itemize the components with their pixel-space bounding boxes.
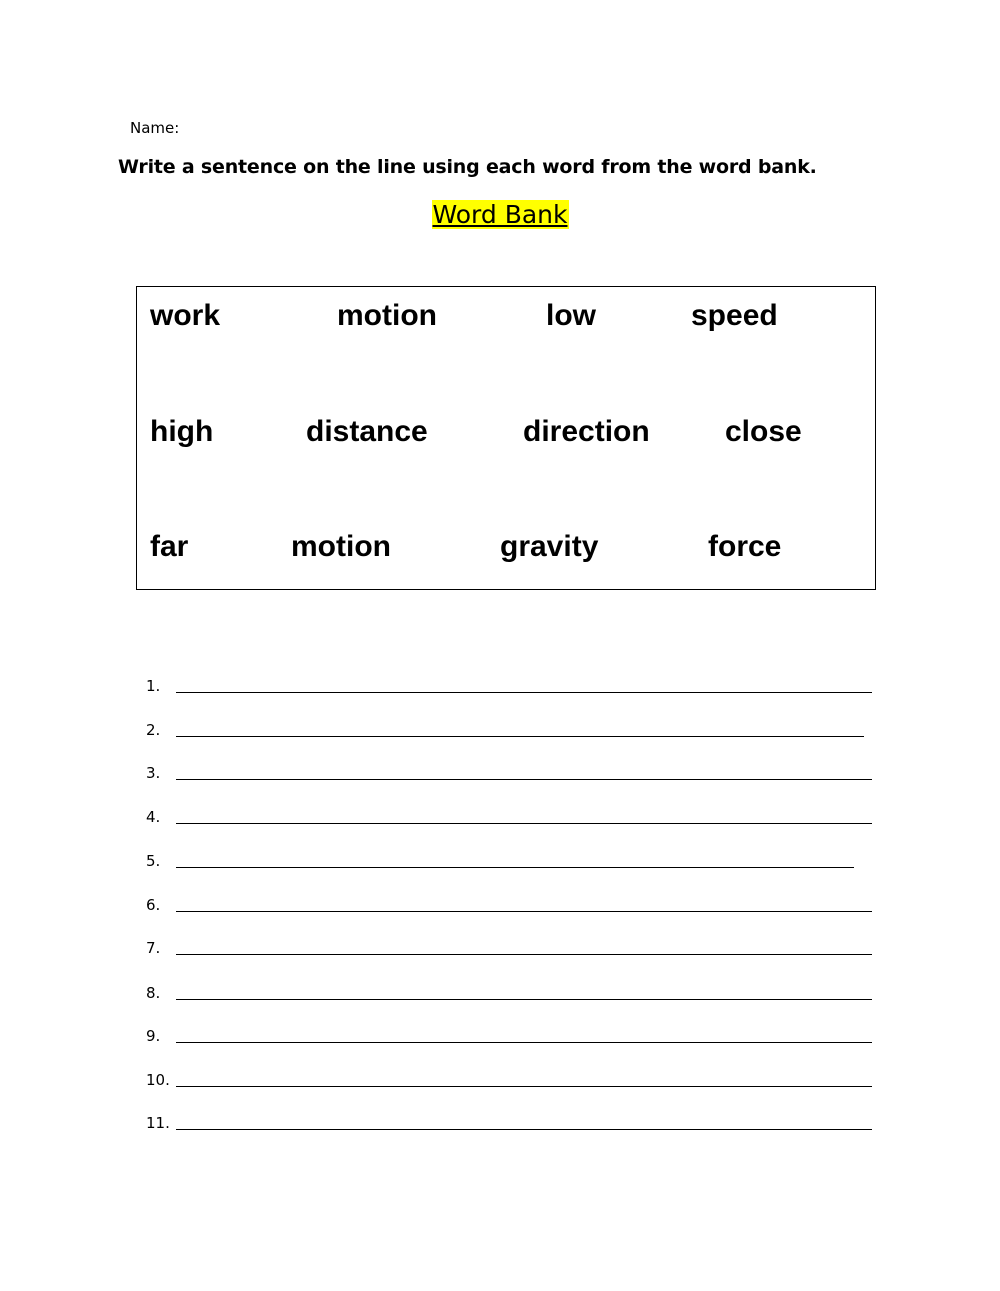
line-number: 9. — [146, 1027, 161, 1045]
write-line[interactable] — [176, 911, 872, 912]
word-bank-word: motion — [291, 530, 391, 563]
instructions: Write a sentence on the line using each word from the word bank. — [118, 156, 817, 178]
word-bank-word: low — [546, 299, 596, 332]
line-number: 2. — [146, 721, 161, 739]
write-line[interactable] — [176, 823, 872, 824]
word-bank-word: speed — [691, 299, 778, 332]
line-number: 6. — [146, 896, 161, 914]
word-bank-title-text: Word Bank — [432, 200, 568, 229]
line-number: 3. — [146, 764, 161, 782]
write-line[interactable] — [176, 736, 864, 737]
write-line[interactable] — [176, 1042, 872, 1043]
line-number: 8. — [146, 984, 161, 1002]
word-bank-word: direction — [523, 415, 650, 448]
write-line[interactable] — [176, 867, 854, 868]
word-bank-title — [0, 200, 1000, 229]
name-label: Name: — [130, 119, 180, 137]
write-line[interactable] — [176, 954, 872, 955]
line-number: 5. — [146, 852, 161, 870]
line-number: 7. — [146, 939, 161, 957]
line-number: 10. — [146, 1071, 170, 1089]
write-line[interactable] — [176, 1129, 872, 1130]
word-bank-word: motion — [337, 299, 437, 332]
word-bank-word: work — [150, 299, 221, 332]
write-line[interactable] — [176, 692, 872, 693]
write-line[interactable] — [176, 999, 872, 1000]
write-line[interactable] — [176, 779, 872, 780]
word-bank-word: high — [150, 415, 214, 448]
word-bank-word: distance — [306, 415, 428, 448]
line-number: 11. — [146, 1114, 170, 1132]
word-bank-word: far — [150, 530, 189, 563]
write-line[interactable] — [176, 1086, 872, 1087]
line-number: 1. — [146, 677, 161, 695]
word-bank-word: gravity — [500, 530, 599, 563]
word-bank-word: close — [725, 415, 802, 448]
word-bank-box — [136, 286, 876, 590]
line-number: 4. — [146, 808, 161, 826]
word-bank-word: force — [708, 530, 782, 563]
